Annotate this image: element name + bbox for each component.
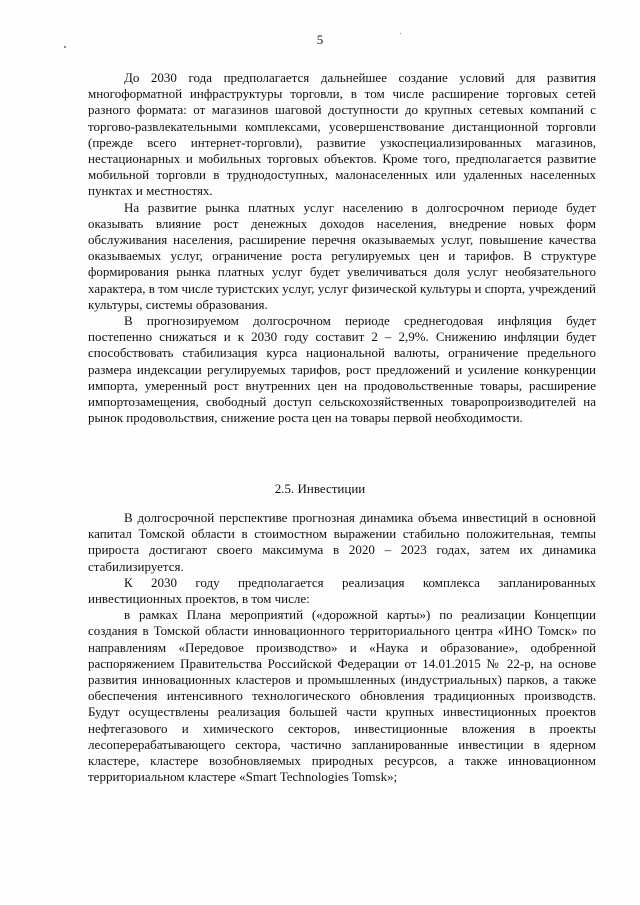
paragraph-investment-dynamics: В долгосрочной перспективе прогнозная динамика объема инвестиций в основной капитал Томской области в стоимостном выражении стабильно положительная, темпы прироста достигают своего максимума в 2020 – 2023 годах, затем их динамика стабилизируется. bbox=[88, 510, 596, 574]
body-text-bottom bbox=[88, 510, 596, 785]
section-heading: 2.5. Инвестиции bbox=[274, 481, 366, 496]
paragraph-investment-projects-intro: К 2030 году предполагается реализация комплекса запланированных инвестиционных проектов, в том числе: bbox=[88, 574, 596, 607]
paragraph-trade-infrastructure: До 2030 года предполагается дальнейшее создание условий для развития многоформатной инфраструктуры торговли, в том числе расширение торговых сетей разного формата: от магазинов шаговой доступности до крупных сетевых компаний с торгово-развлекательными комплексами, усовершенствование дистанционной торговли (прежде всего интернет-торговли), развитие узкоспециализированных магазинов, нестационарных и мобильных торговых объектов. Кроме того, предполагается развитие мобильной торговли в труднодоступных, малонаселенных или удаленных населенных пунктах и местностях. bbox=[88, 70, 596, 199]
paragraph-ino-tomsk: в рамках Плана мероприятий («дорожной карты») по реализации Концепции создания в Томской области инновационного территориального центра «ИНО Томск» по направлениям «Передовое производство» и «Наука и образование», одобренной распоряжением Правительства Российской Федерации от 14.01.2015 № 22-р, на основе развития инновационных кластеров и промышленных (индустриальных) парков, а также обеспечения интенсивного технологического обновления традиционных производств. Будут осуществлены реализация большей части крупных инвестиционных проектов нефтегазового и химического секторов, инвестиционные вложения в проекты лесоперерабатывающего сектора, частично запланированные инвестиции в ядерном кластере, кластере возобновляемых природных ресурсов, а также инновационном территориальном кластере «Smart Technologies Tomsk»; bbox=[88, 607, 596, 785]
paragraph-paid-services: На развитие рынка платных услуг населению в долгосрочном периоде будет оказывать влияние рост денежных доходов населения, внедрение новых форм обслуживания населения, расширение перечня оказываемых услуг, повышение качества оказываемых услуг, ограничение роста регулируемых цен и тарифов. В структуре формирования рынка платных услуг будет увеличиваться доля услуг необязательного характера, в том числе туристских услуг, услуг физической культуры и спорта, учреждений культуры, системы образования. bbox=[88, 199, 596, 312]
page-number: 5 bbox=[316, 32, 324, 47]
paragraph-inflation: В прогнозируемом долгосрочном периоде среднегодовая инфляция будет постепенно снижаться и к 2030 году составит 2 – 2,9%. Снижению инфляции будет способствовать стабилизация курса национальной валюты, ограничение предельного размера индексации регулируемых тарифов, рост предложений и усиление конкуренции импорта, умеренный рост внутренних цен на продовольственные товары, расширение импортозамещения, свободный доступ сельскохозяйственных товаропроизводителей на рынок продовольствия, снижение роста цен на товары первой необходимости. bbox=[88, 313, 596, 426]
body-text-top bbox=[88, 70, 596, 426]
